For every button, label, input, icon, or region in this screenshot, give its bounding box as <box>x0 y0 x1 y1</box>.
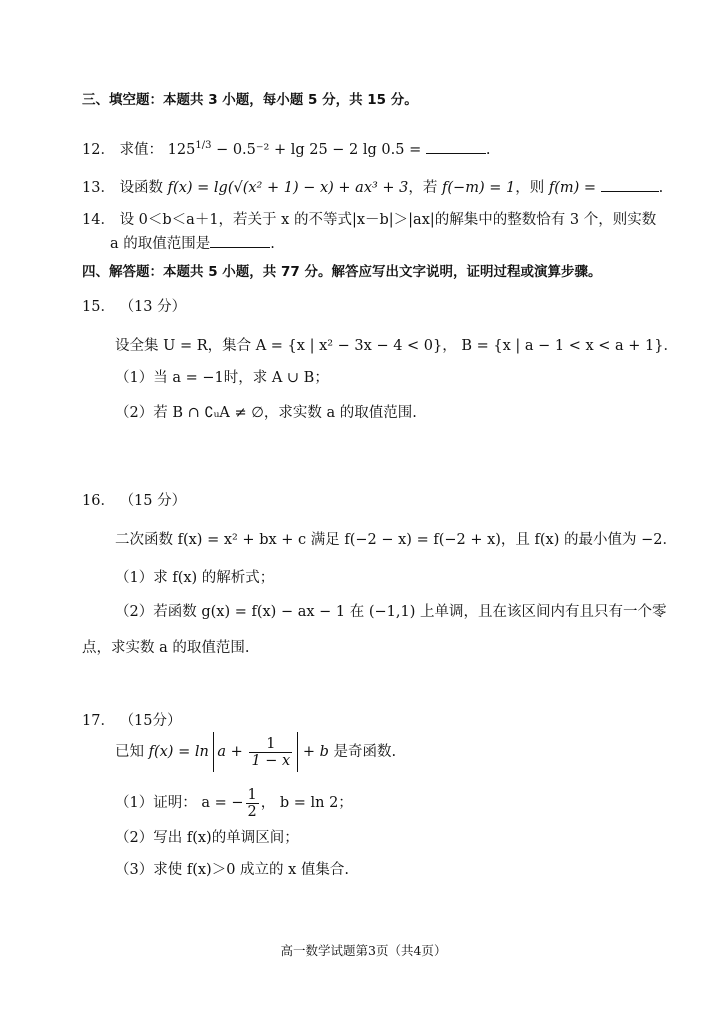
fraction <box>249 736 292 769</box>
question-14-cont <box>110 233 275 254</box>
question-17-header <box>82 711 182 731</box>
page-footer: 高一数学试题第3页（共4页） <box>280 943 447 958</box>
question-text: a 的取值范围是 <box>110 236 211 252</box>
answer-blank[interactable] <box>426 139 486 154</box>
section-heading-fill-in: 三、填空题：本题共 3 小题，每小题 5 分，共 15 分。 <box>82 92 418 108</box>
question-number: 14． <box>82 212 115 228</box>
question-17-part3: （3）求使 f(x)＞0 成立的 x 值集合. <box>115 862 350 878</box>
function-name: f(x) = ln <box>148 744 209 760</box>
question-text: 设函数 <box>119 180 164 196</box>
denominator: 2 <box>247 803 257 820</box>
answer-blank[interactable] <box>601 177 659 192</box>
question-14 <box>82 210 656 230</box>
question-15-stem: 设全集 U = R，集合 A = {x | x² − 3x − 4 < 0}， B = {x | a − 1 < x < a + 1}． <box>115 338 678 354</box>
question-15-header <box>82 297 186 317</box>
question-text: ，若 <box>408 180 438 196</box>
question-13 <box>82 177 663 198</box>
question-number: 13． <box>82 180 115 196</box>
question-points: （15分） <box>119 713 182 729</box>
question-16-stem: 二次函数 f(x) = x² + bx + c 满足 f(−2 − x) = f(−2 + x)，且 f(x) 的最小值为 −2． <box>115 532 677 548</box>
period: . <box>485 141 491 158</box>
question-15-part2: （2）若 B ∩ ∁ᵤA ≠ ∅，求实数 a 的取值范围. <box>115 405 417 421</box>
part-text: ， b = ln 2； <box>260 795 353 811</box>
period: . <box>270 236 275 252</box>
question-number: 17． <box>82 713 115 729</box>
question-17-part2: （2）写出 f(x)的单调区间； <box>115 830 299 846</box>
condition: f(−m) = 1 <box>442 180 516 196</box>
question-text: 设 0＜b＜a＋1，若关于 x 的不等式|x－b|＞|ax|的解集中的整数恰有 3 个，则实数 <box>119 212 657 228</box>
question-text: 是奇函数. <box>333 744 397 760</box>
function-formula: f(x) = lg(√(x² + 1) − x) + ax³ + 3 <box>167 180 409 196</box>
fraction <box>246 787 259 820</box>
exponent: 1/3 <box>195 140 212 151</box>
base: 125 <box>167 141 196 158</box>
question-text: 已知 <box>115 744 144 760</box>
numerator: 1 <box>249 736 292 753</box>
ask-expression: f(m) = <box>548 180 597 196</box>
question-label: 求值： <box>119 141 164 158</box>
absolute-value <box>213 732 298 772</box>
denominator: 1 − x <box>251 752 291 769</box>
part-text: （1）证明： a = − <box>115 795 244 811</box>
question-12 <box>82 136 490 160</box>
question-16-part2-cont: 点，求实数 a 的取值范围. <box>82 640 250 656</box>
question-number: 12． <box>82 141 115 158</box>
term-a: a + <box>217 744 243 760</box>
numerator: 1 <box>247 786 257 803</box>
question-17-part1 <box>115 784 353 822</box>
question-17-stem <box>115 732 396 772</box>
question-16-part1: （1）求 f(x) 的解析式； <box>115 570 275 586</box>
question-points: （13 分） <box>119 299 187 315</box>
question-number: 16． <box>82 493 115 509</box>
expression: − 0.5⁻² + lg 25 − 2 lg 0.5 = <box>216 141 422 158</box>
answer-blank[interactable] <box>210 233 270 248</box>
question-number: 15． <box>82 299 115 315</box>
term-b: + b <box>302 744 329 760</box>
period: . <box>658 180 664 196</box>
question-text: ，则 <box>515 180 545 196</box>
question-points: （15 分） <box>119 493 187 509</box>
question-16-header <box>82 491 186 511</box>
section-heading-answer: 四、解答题：本题共 5 小题，共 77 分。解答应写出文字说明，证明过程或演算步骤。 <box>82 264 602 280</box>
question-16-part2: （2）若函数 g(x) = f(x) − ax − 1 在 (−1,1) 上单调，且在该区间内有且只有一个零 <box>115 604 667 620</box>
question-15-part1: （1）当 a = −1时，求 A ∪ B； <box>115 370 329 386</box>
